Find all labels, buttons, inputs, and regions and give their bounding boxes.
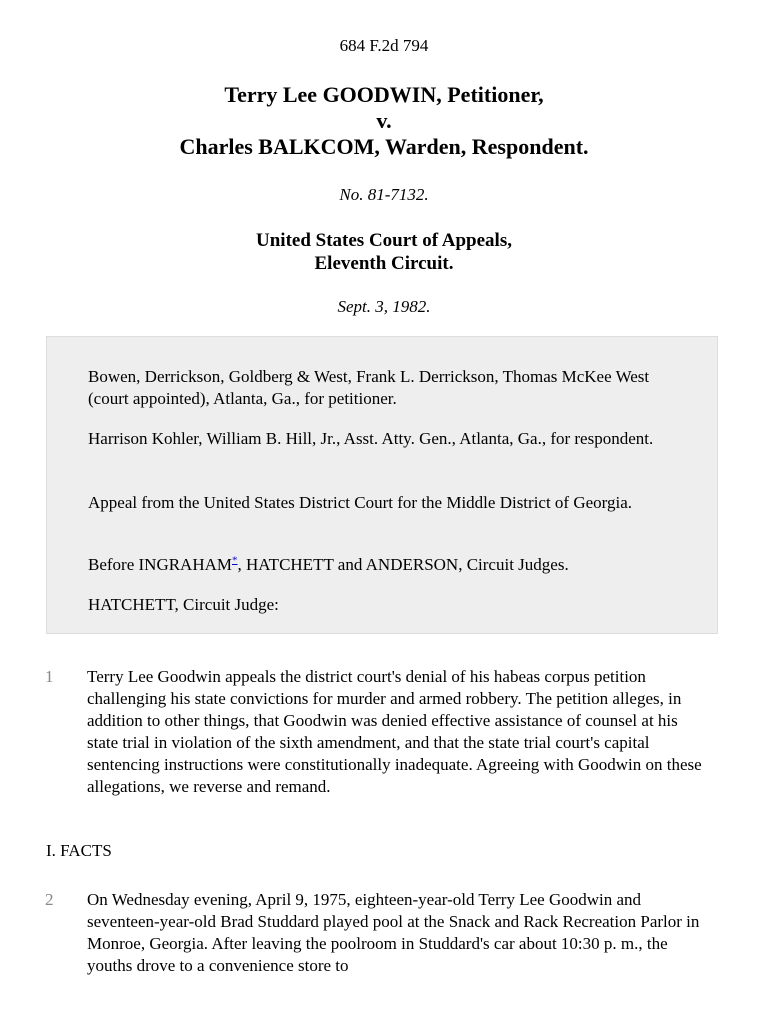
paragraph-number: 1 xyxy=(45,667,54,686)
respondent-line: Charles BALKCOM, Warden, Respondent. xyxy=(179,134,589,159)
counsel-respondent: Harrison Kohler, William B. Hill, Jr., Asst. Atty. Gen., Atlanta, Ga., for respondent. xyxy=(88,429,654,448)
section-heading: I. FACTS xyxy=(46,841,112,860)
paragraph-text: Terry Lee Goodwin appeals the district court's denial of his habeas corpus petition challenging his state convictions for murder and armed robbery. The petition alleges, in addition to other things, that Goodwin was denied effective assistance of counsel at his state trial in violation of the sixth amendment, and that the state trial court's capital sentencing instructions were constitutionally inadequate. Agreeing with Goodwin on these allegations, we reverse and remand. xyxy=(87,667,702,796)
paragraph-number: 2 xyxy=(45,890,54,909)
prelims-box xyxy=(46,336,718,634)
panel-judges xyxy=(88,554,688,576)
court-line-2: Eleventh Circuit. xyxy=(314,253,454,274)
paragraph-text: On Wednesday evening, April 9, 1975, eighteen-year-old Terry Lee Goodwin and seventeen-year-old Brad Studdard played pool at the Snack and Rack Recreation Parlor in Monroe, Georgia. After leaving the poolroom in Studdard's car about 10:30 p. m., the youths drove to a convenience store to xyxy=(87,890,700,975)
court-line-1: United States Court of Appeals, xyxy=(256,230,512,251)
versus-line: v. xyxy=(376,108,392,133)
petitioner-line: Terry Lee GOODWIN, Petitioner, xyxy=(224,82,544,107)
decision-date: Sept. 3, 1982. xyxy=(337,297,431,316)
opinion-author: HATCHETT, Circuit Judge: xyxy=(88,595,279,614)
panel-before-text: Before INGRAHAM xyxy=(88,555,233,574)
docket-number: No. 81-7132. xyxy=(339,185,429,204)
citation: 684 F.2d 794 xyxy=(339,36,429,55)
counsel-petitioner: Bowen, Derrickson, Goldberg & West, Frank L. Derrickson, Thomas McKee West (court appointed), Atlanta, Ga., for petitioner. xyxy=(88,367,650,408)
court-name xyxy=(0,229,768,275)
case-caption xyxy=(0,82,768,160)
appeal-from: Appeal from the United States District Court for the Middle District of Georgia. xyxy=(88,493,633,512)
panel-after-text: , HATCHETT and ANDERSON, Circuit Judges. xyxy=(237,555,569,574)
footnote-link[interactable]: * xyxy=(232,554,238,567)
